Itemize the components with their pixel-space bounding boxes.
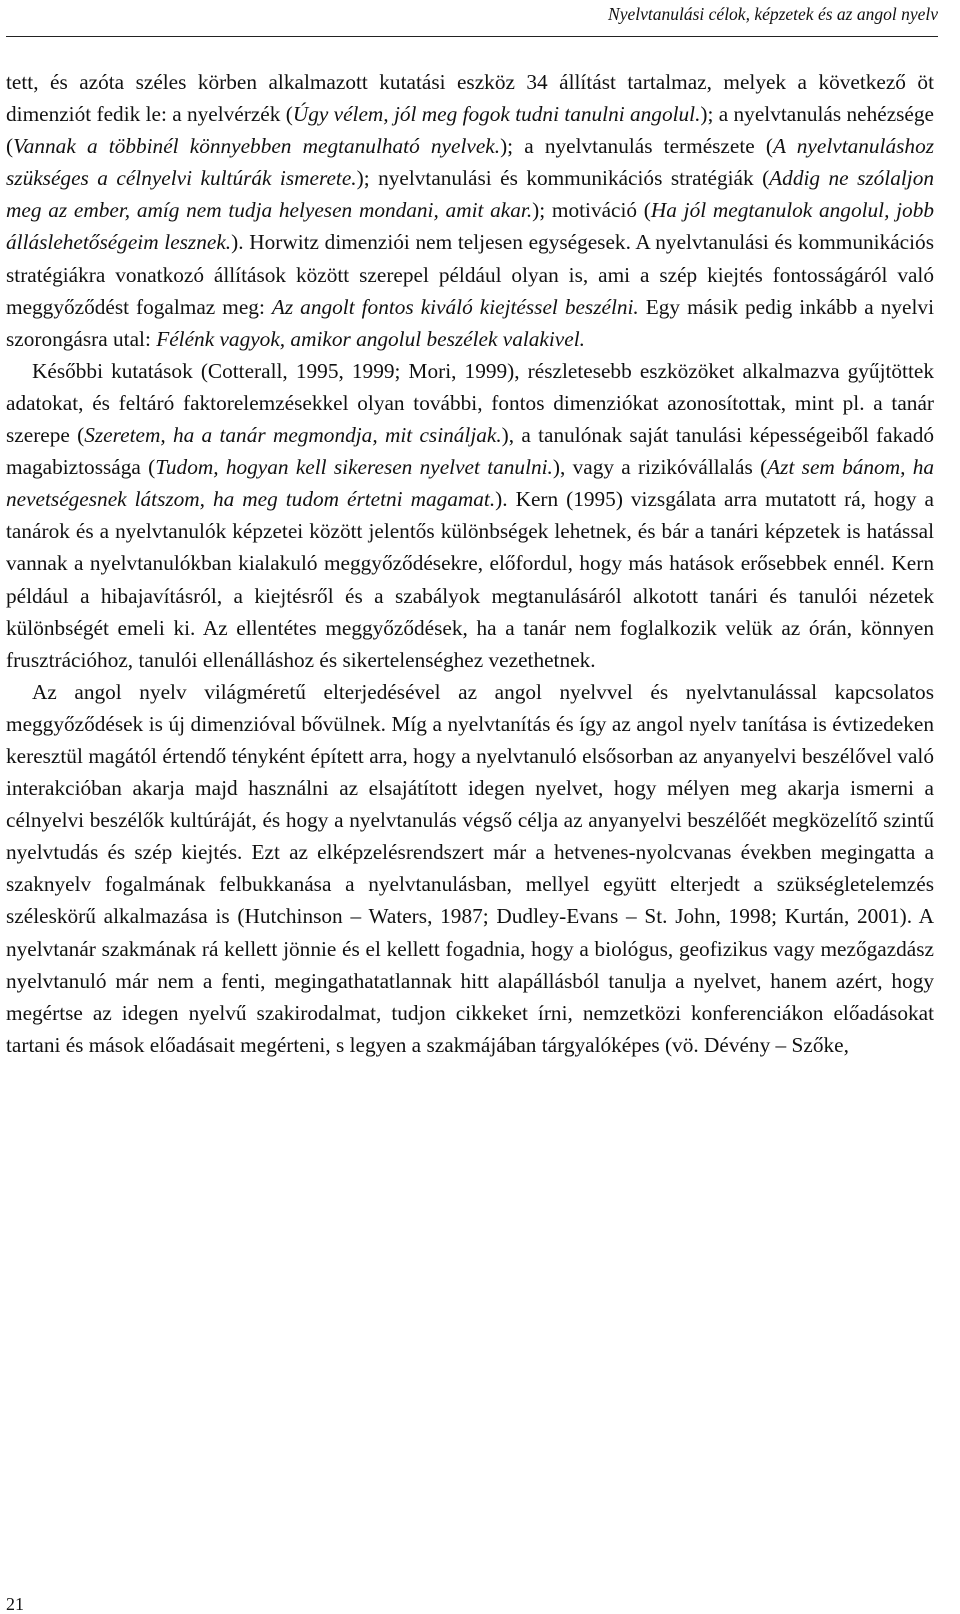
- text-run: ). Horwitz dimenziói nem teljesen egységesek. A nyelvtanulási és kommunikációs stratégiákra vonatkozó állítások között szerepel például olyan is, ami a szép kiejtés fontosságáról való meggyőződést fogalmaz meg:: [6, 230, 934, 319]
- running-header: Nyelvtanulási célok, képzetek és az angol nyelv: [608, 4, 938, 24]
- italic-example-text: Félénk vagyok, amikor angolul beszélek valakivel.: [156, 326, 585, 351]
- text-run: ), a tanulónak saját tanulási képességeiből fakadó magabiztossága (: [6, 423, 934, 480]
- text-run: tett, és azóta széles körben alkalmazott kutatási eszköz 34 állítást tartalmaz, melyek a következő öt dimenziót fedik le: a nyelvérzék (: [6, 70, 934, 127]
- body-text: [6, 66, 934, 1061]
- page-number: 21: [6, 1594, 24, 1614]
- italic-example-text: A nyelvtanuláshoz szükséges a célnyelvi kultúrák ismerete.: [6, 134, 934, 191]
- text-run: ), vagy a rizikóvállalás (: [552, 455, 768, 480]
- text-run: Későbbi kutatások (Cotterall, 1995, 1999; Mori, 1999), részletesebb eszközöket alkalmazva gyűjtöttek adatokat, és feltáró faktorelemzésekkel olyan további, fontos dimenziókat azonosítottak, mint pl. a tanár szerepe (: [6, 358, 934, 448]
- text-run: ); motiváció (: [532, 198, 651, 223]
- italic-example-text: Tudom, hogyan kell sikeresen nyelvet tanulni.: [155, 455, 553, 480]
- italic-example-text: Szeretem, ha a tanár megmondja, mit csináljak.: [84, 423, 502, 448]
- paragraph: [6, 676, 934, 1061]
- text-run: ). Kern (1995) vizsgálata arra mutatott rá, hogy a tanárok és a nyelvtanulók képzetei között jelentős különbségek lehetnek, és bár a tanári képzetek is hatással vannak a nyelvtanulókban kialakuló meggyőződésekre, előfordul, hogy más hatások erősebbek ennél. Kern például a hibajavításról, a kiejtésről és a szabályok megtanulásáról alkotott tanári és tanulói nézetek különbségét emeli ki. Az ellentétes meggyőződések, ha a tanár nem foglalkozik velük az órán, könnyen frusztrációhoz, tanulói ellenálláshoz és sikertelenséghez vezethetnek.: [6, 487, 934, 672]
- paragraph: [6, 66, 934, 355]
- text-run: ); nyelvtanulási és kommunikációs stratégiák (: [356, 166, 770, 191]
- italic-example-text: Vannak a többinél könnyebben megtanulható nyelvek.: [13, 134, 501, 159]
- text-run: ); a nyelvtanulás természete (: [500, 134, 773, 159]
- italic-example-text: Az angolt fontos kiváló kiejtéssel beszélni.: [271, 294, 639, 319]
- paragraph: [6, 355, 934, 676]
- header-divider: [6, 36, 938, 37]
- italic-example-text: Azt sem bánom, ha nevetségesnek látszom, ha meg tudom értetni magamat.: [6, 455, 934, 512]
- text-run: ); a nyelvtanulás nehézsége (: [6, 102, 934, 159]
- text-run: Az angol nyelv világméretű elterjedésével az angol nyelvvel és nyelvtanulással kapcsolatos meggyőződések is új dimenzióval bővülnek. Míg a nyelvtanítás és így az angol nyelv tanítása is évtizedeken keresztül magától értendő tényként épített arra, hogy a nyelvtanuló elsősorban az anyanyelvi beszélővel való interakcióban akarja majd használni az elsajátított idegen nyelvet, hogy mélyen meg akarja ismerni a célnyelvi beszélők kultúráját, és hogy a nyelvtanulás végső célja az anyanyelvi beszélőét megközelítő szintű nyelvtudás és szép kiejtés. Ezt az elképzelésrendszert már a hetvenes-nyolcvanas években megingatta a szaknyelv fogalmának felbukkanása a nyelvtanulásban, mellyel együtt elterjedt a szükségletelemzés széleskörű alkalmazása is (Hutchinson – Waters, 1987; Dudley-Evans – St. John, 1998; Kurtán, 2001). A nyelvtanár szakmának rá kellett jönnie és el kellett fogadnia, hogy a biológus, geofizikus vagy mezőgazdász nyelvtanuló már nem a fenti, megingathatatlannak hitt alapállásból tanulja a nyelvet, hanem azért, hogy megértse az idegen nyelvű szakirodalmat, tudjon cikkeket írni, nemzetközi konferenciákon előadásokat tartani és mások előadásait megérteni, s legyen a szakmájában tárgyalóképes (vö. Dévény – Szőke,: [6, 679, 934, 1057]
- italic-example-text: Ha jól megtanulok angolul, jobb álláslehetőségeim lesznek.: [6, 198, 934, 255]
- text-run: Egy másik pedig inkább a nyelvi szorongásra utal:: [6, 294, 934, 351]
- italic-example-text: Addig ne szólaljon meg az ember, amíg nem tudja helyesen mondani, amit akar.: [6, 166, 934, 223]
- italic-example-text: Úgy vélem, jól meg fogok tudni tanulni angolul.: [292, 102, 701, 127]
